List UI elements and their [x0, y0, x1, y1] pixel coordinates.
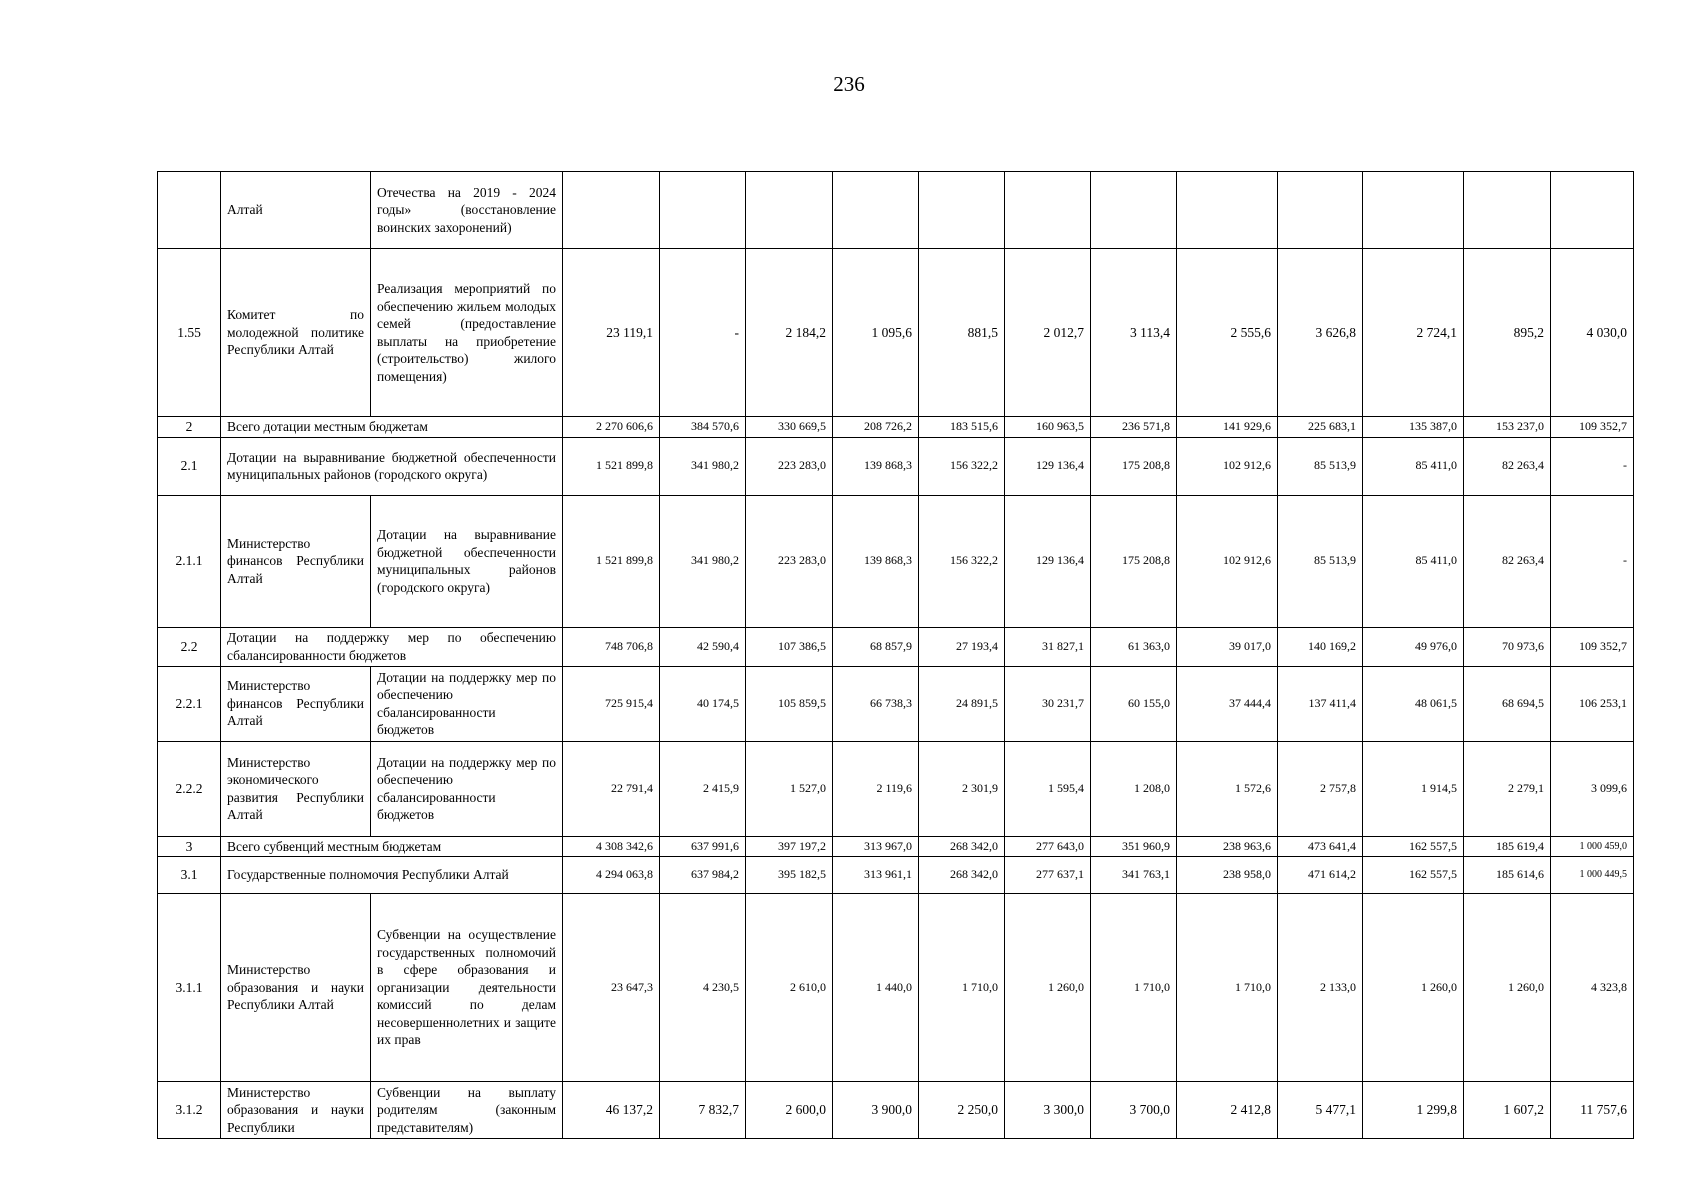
- description-cell: Дотации на поддержку мер по обеспечению сбалансированности бюджетов: [371, 741, 563, 836]
- value-cell: 2 279,1: [1464, 741, 1551, 836]
- value-cell: [563, 172, 660, 249]
- value-cell: 156 322,2: [919, 495, 1005, 627]
- section-title-cell: Всего дотации местным бюджетам: [221, 417, 563, 438]
- organization-cell: Алтай: [221, 172, 371, 249]
- table-row: [158, 249, 1634, 417]
- table-row: [158, 172, 1634, 249]
- value-cell: 2 133,0: [1278, 894, 1363, 1082]
- value-cell: 82 263,4: [1464, 495, 1551, 627]
- row-number: 2.1.1: [158, 495, 221, 627]
- value-cell: 2 270 606,6: [563, 417, 660, 438]
- value-cell: 40 174,5: [660, 666, 746, 741]
- value-cell: 1 595,4: [1005, 741, 1091, 836]
- value-cell: 1 914,5: [1363, 741, 1464, 836]
- value-cell: 85 513,9: [1278, 437, 1363, 495]
- value-cell: 2 301,9: [919, 741, 1005, 836]
- value-cell: 3 900,0: [833, 1082, 919, 1139]
- description-cell: Субвенции на осуществление государственных полномочий в сфере образования и организации деятельности комиссий по делам несовершеннолетних и защите их прав: [371, 894, 563, 1082]
- value-cell: 139 868,3: [833, 495, 919, 627]
- value-cell: 341 980,2: [660, 437, 746, 495]
- value-cell: 107 386,5: [746, 627, 833, 666]
- value-cell: 129 136,4: [1005, 437, 1091, 495]
- value-cell: 31 827,1: [1005, 627, 1091, 666]
- table-row: [158, 1082, 1634, 1139]
- value-cell: -: [1551, 495, 1634, 627]
- table-row: [158, 417, 1634, 438]
- value-cell: 153 237,0: [1464, 417, 1551, 438]
- row-number: 1.55: [158, 249, 221, 417]
- value-cell: 384 570,6: [660, 417, 746, 438]
- row-number: 2.2: [158, 627, 221, 666]
- value-cell: 175 208,8: [1091, 495, 1177, 627]
- value-cell: 66 738,3: [833, 666, 919, 741]
- value-cell: 223 283,0: [746, 495, 833, 627]
- value-cell: 141 929,6: [1177, 417, 1278, 438]
- value-cell: 236 571,8: [1091, 417, 1177, 438]
- value-cell: [1005, 172, 1091, 249]
- value-cell: 82 263,4: [1464, 437, 1551, 495]
- value-cell: 85 411,0: [1363, 437, 1464, 495]
- budget-table: [157, 171, 1634, 1139]
- value-cell: 2 724,1: [1363, 249, 1464, 417]
- value-cell: 39 017,0: [1177, 627, 1278, 666]
- description-cell: Реализация мероприятий по обеспечению жильем молодых семей (предоставление выплаты на приобретение (строительство) жилого помещения): [371, 249, 563, 417]
- value-cell: 160 963,5: [1005, 417, 1091, 438]
- value-cell: 22 791,4: [563, 741, 660, 836]
- value-cell: 135 387,0: [1363, 417, 1464, 438]
- section-title-cell: Дотации на выравнивание бюджетной обеспеченности муниципальных районов (городского округа): [221, 437, 563, 495]
- value-cell: [1551, 172, 1634, 249]
- value-cell: 30 231,7: [1005, 666, 1091, 741]
- value-cell: 341 763,1: [1091, 857, 1177, 894]
- value-cell: 637 991,6: [660, 836, 746, 857]
- value-cell: 208 726,2: [833, 417, 919, 438]
- value-cell: 175 208,8: [1091, 437, 1177, 495]
- value-cell: 1 208,0: [1091, 741, 1177, 836]
- value-cell: 2 555,6: [1177, 249, 1278, 417]
- section-title-cell: Всего субвенций местным бюджетам: [221, 836, 563, 857]
- value-cell: 223 283,0: [746, 437, 833, 495]
- value-cell: 2 012,7: [1005, 249, 1091, 417]
- value-cell: 3 700,0: [1091, 1082, 1177, 1139]
- value-cell: 162 557,5: [1363, 857, 1464, 894]
- description-cell: Отечества на 2019 - 2024 годы» (восстановление воинских захоронений): [371, 172, 563, 249]
- value-cell: 139 868,3: [833, 437, 919, 495]
- value-cell: 313 961,1: [833, 857, 919, 894]
- value-cell: 85 411,0: [1363, 495, 1464, 627]
- value-cell: -: [1551, 437, 1634, 495]
- table-row: [158, 894, 1634, 1082]
- section-title-cell: Дотации на поддержку мер по обеспечению сбалансированности бюджетов: [221, 627, 563, 666]
- value-cell: 268 342,0: [919, 836, 1005, 857]
- value-cell: 2 610,0: [746, 894, 833, 1082]
- value-cell: 68 857,9: [833, 627, 919, 666]
- organization-cell: Министерство финансов Республики Алтай: [221, 495, 371, 627]
- value-cell: 46 137,2: [563, 1082, 660, 1139]
- row-number: 2.2.2: [158, 741, 221, 836]
- value-cell: [660, 172, 746, 249]
- value-cell: 1 521 899,8: [563, 495, 660, 627]
- value-cell: 4 323,8: [1551, 894, 1634, 1082]
- organization-cell: Министерство экономического развития Республики Алтай: [221, 741, 371, 836]
- value-cell: 85 513,9: [1278, 495, 1363, 627]
- value-cell: 341 980,2: [660, 495, 746, 627]
- value-cell: 1 299,8: [1363, 1082, 1464, 1139]
- value-cell: 313 967,0: [833, 836, 919, 857]
- value-cell: [1091, 172, 1177, 249]
- value-cell: 109 352,7: [1551, 417, 1634, 438]
- value-cell: 748 706,8: [563, 627, 660, 666]
- value-cell: 70 973,6: [1464, 627, 1551, 666]
- table-row: [158, 495, 1634, 627]
- value-cell: 7 832,7: [660, 1082, 746, 1139]
- value-cell: 137 411,4: [1278, 666, 1363, 741]
- value-cell: 105 859,5: [746, 666, 833, 741]
- value-cell: 881,5: [919, 249, 1005, 417]
- section-title-cell: Государственные полномочия Республики Алтай: [221, 857, 563, 894]
- value-cell: 725 915,4: [563, 666, 660, 741]
- value-cell: 2 412,8: [1177, 1082, 1278, 1139]
- value-cell: 109 352,7: [1551, 627, 1634, 666]
- value-cell: 2 119,6: [833, 741, 919, 836]
- value-cell: 2 250,0: [919, 1082, 1005, 1139]
- value-cell: 37 444,4: [1177, 666, 1278, 741]
- value-cell: 68 694,5: [1464, 666, 1551, 741]
- row-number: [158, 172, 221, 249]
- value-cell: 3 300,0: [1005, 1082, 1091, 1139]
- row-number: 3: [158, 836, 221, 857]
- value-cell: 3 099,6: [1551, 741, 1634, 836]
- row-number: 3.1.1: [158, 894, 221, 1082]
- value-cell: 3 626,8: [1278, 249, 1363, 417]
- value-cell: 61 363,0: [1091, 627, 1177, 666]
- value-cell: 49 976,0: [1363, 627, 1464, 666]
- value-cell: 268 342,0: [919, 857, 1005, 894]
- value-cell: 11 757,6: [1551, 1082, 1634, 1139]
- description-cell: Дотации на выравнивание бюджетной обеспеченности муниципальных районов (городского округа): [371, 495, 563, 627]
- value-cell: 185 619,4: [1464, 836, 1551, 857]
- value-cell: 637 984,2: [660, 857, 746, 894]
- value-cell: 1 710,0: [1091, 894, 1177, 1082]
- value-cell: 1 260,0: [1363, 894, 1464, 1082]
- value-cell: 277 643,0: [1005, 836, 1091, 857]
- value-cell: [1177, 172, 1278, 249]
- value-cell: 162 557,5: [1363, 836, 1464, 857]
- value-cell: 156 322,2: [919, 437, 1005, 495]
- row-number: 2.2.1: [158, 666, 221, 741]
- value-cell: 27 193,4: [919, 627, 1005, 666]
- value-cell: 4 308 342,6: [563, 836, 660, 857]
- description-cell: Субвенции на выплату родителям (законным представителям): [371, 1082, 563, 1139]
- value-cell: 1 710,0: [1177, 894, 1278, 1082]
- table-row: [158, 857, 1634, 894]
- row-number: 2.1: [158, 437, 221, 495]
- value-cell: 48 061,5: [1363, 666, 1464, 741]
- organization-cell: Министерство финансов Республики Алтай: [221, 666, 371, 741]
- value-cell: 3 113,4: [1091, 249, 1177, 417]
- value-cell: 4 230,5: [660, 894, 746, 1082]
- value-cell: [919, 172, 1005, 249]
- value-cell: 60 155,0: [1091, 666, 1177, 741]
- value-cell: [833, 172, 919, 249]
- value-cell: 1 607,2: [1464, 1082, 1551, 1139]
- value-cell: 185 614,6: [1464, 857, 1551, 894]
- table-row: [158, 627, 1634, 666]
- value-cell: 5 477,1: [1278, 1082, 1363, 1139]
- value-cell: 1 000 449,5: [1551, 857, 1634, 894]
- value-cell: 238 958,0: [1177, 857, 1278, 894]
- value-cell: 473 641,4: [1278, 836, 1363, 857]
- value-cell: 4 294 063,8: [563, 857, 660, 894]
- value-cell: 1 260,0: [1005, 894, 1091, 1082]
- value-cell: 106 253,1: [1551, 666, 1634, 741]
- value-cell: 102 912,6: [1177, 495, 1278, 627]
- value-cell: 1 000 459,0: [1551, 836, 1634, 857]
- table-row: [158, 741, 1634, 836]
- value-cell: 395 182,5: [746, 857, 833, 894]
- organization-cell: Министерство образования и науки Республики Алтай: [221, 894, 371, 1082]
- row-number: 2: [158, 417, 221, 438]
- table-row: [158, 666, 1634, 741]
- value-cell: 4 030,0: [1551, 249, 1634, 417]
- value-cell: [746, 172, 833, 249]
- value-cell: 397 197,2: [746, 836, 833, 857]
- value-cell: 129 136,4: [1005, 495, 1091, 627]
- value-cell: 238 963,6: [1177, 836, 1278, 857]
- value-cell: 102 912,6: [1177, 437, 1278, 495]
- value-cell: 1 572,6: [1177, 741, 1278, 836]
- value-cell: 183 515,6: [919, 417, 1005, 438]
- value-cell: 42 590,4: [660, 627, 746, 666]
- value-cell: 1 521 899,8: [563, 437, 660, 495]
- value-cell: 471 614,2: [1278, 857, 1363, 894]
- value-cell: 351 960,9: [1091, 836, 1177, 857]
- value-cell: 1 095,6: [833, 249, 919, 417]
- value-cell: 23 647,3: [563, 894, 660, 1082]
- value-cell: 895,2: [1464, 249, 1551, 417]
- organization-cell: Комитет по молодежной политике Республики Алтай: [221, 249, 371, 417]
- value-cell: 330 669,5: [746, 417, 833, 438]
- value-cell: 1 527,0: [746, 741, 833, 836]
- value-cell: 277 637,1: [1005, 857, 1091, 894]
- value-cell: 24 891,5: [919, 666, 1005, 741]
- value-cell: 23 119,1: [563, 249, 660, 417]
- row-number: 3.1: [158, 857, 221, 894]
- row-number: 3.1.2: [158, 1082, 221, 1139]
- value-cell: 2 184,2: [746, 249, 833, 417]
- description-cell: Дотации на поддержку мер по обеспечению сбалансированности бюджетов: [371, 666, 563, 741]
- value-cell: [1278, 172, 1363, 249]
- value-cell: -: [660, 249, 746, 417]
- table-row: [158, 437, 1634, 495]
- organization-cell: Министерство образования и науки Республики: [221, 1082, 371, 1139]
- value-cell: 225 683,1: [1278, 417, 1363, 438]
- page-number: 236: [833, 72, 865, 96]
- value-cell: 140 169,2: [1278, 627, 1363, 666]
- value-cell: 2 757,8: [1278, 741, 1363, 836]
- value-cell: 1 710,0: [919, 894, 1005, 1082]
- table-row: [158, 836, 1634, 857]
- value-cell: [1363, 172, 1464, 249]
- value-cell: 1 440,0: [833, 894, 919, 1082]
- value-cell: 2 415,9: [660, 741, 746, 836]
- value-cell: 2 600,0: [746, 1082, 833, 1139]
- value-cell: [1464, 172, 1551, 249]
- value-cell: 1 260,0: [1464, 894, 1551, 1082]
